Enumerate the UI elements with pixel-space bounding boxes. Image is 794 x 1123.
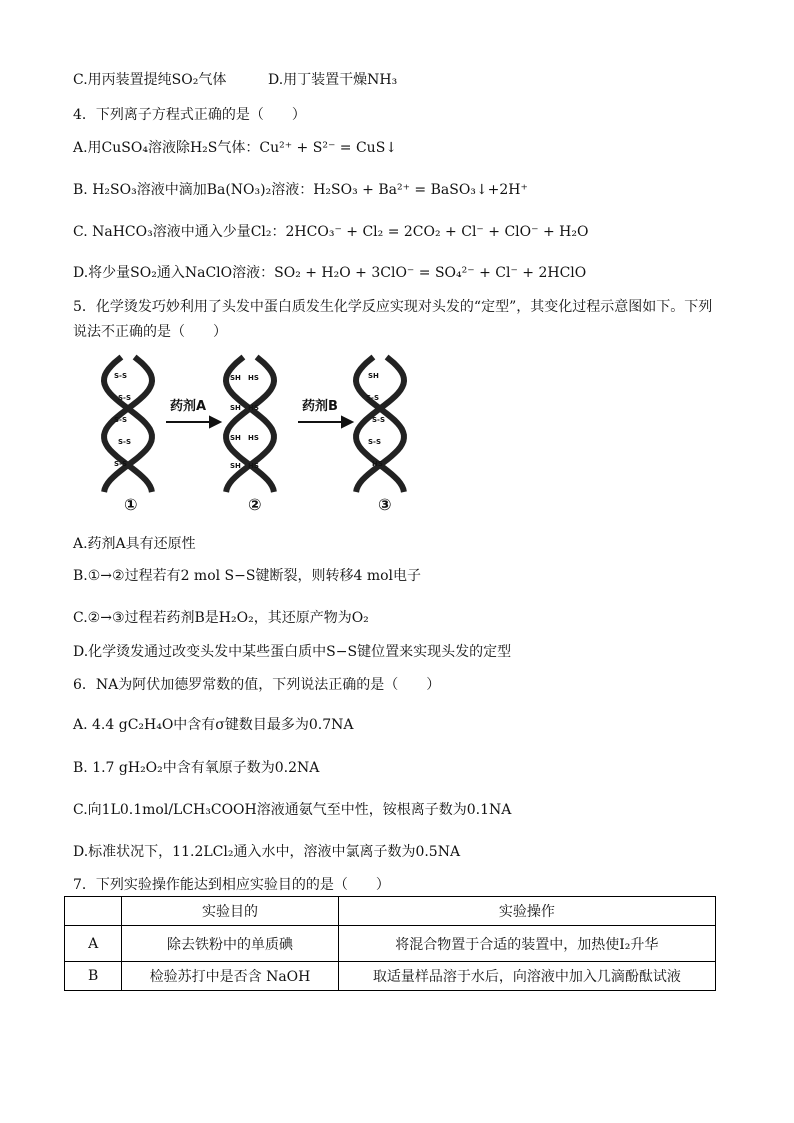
q5-option-d: D.化学烫发通过改变头发中某些蛋白质中S−S键位置来实现头发的定型 xyxy=(73,644,512,660)
bond-label: S-S xyxy=(368,438,381,446)
q3-option-c: C.用丙装置提纯SO₂气体 xyxy=(73,72,227,88)
bond-label: S-S xyxy=(114,372,127,380)
q5-stem-line1: 5．化学烫发巧妙利用了头发中蛋白质发生化学反应实现对头发的“定型”，其变化过程示意图如下。下列 xyxy=(73,299,713,315)
table-cell: 除去铁粉中的单质碘 xyxy=(122,926,338,962)
stage-3-label: ③ xyxy=(378,495,392,514)
q5-option-a: A.药剂A具有还原性 xyxy=(73,536,196,552)
table-row xyxy=(65,926,716,962)
arrow-b-head xyxy=(342,417,352,427)
reagent-b-label: 药剂B xyxy=(302,399,338,414)
arrow-a-head xyxy=(210,417,220,427)
q4-stem: 4．下列离子方程式正确的是（ ） xyxy=(73,107,306,123)
bond-label: S-S xyxy=(118,394,131,402)
q4-option-a: A.用CuSO₄溶液除H₂S气体：Cu²⁺ + S²⁻ = CuS↓ xyxy=(73,140,398,156)
bond-label: HS xyxy=(372,460,383,468)
bond-label: S-S xyxy=(114,416,127,424)
q6-option-a: A. 4.4 gC₂H₄O中含有σ键数目最多为0.7NA xyxy=(73,717,354,733)
bond-label: S-S xyxy=(366,394,379,402)
bond-label: SH xyxy=(230,374,241,382)
bond-label: SH xyxy=(230,404,241,412)
table-header-row xyxy=(65,897,716,926)
q3-option-d: D.用丁装置干燥NH₃ xyxy=(268,72,398,88)
bond-label: HS xyxy=(248,374,259,382)
table-cell: B xyxy=(65,962,122,991)
q6-option-b: B. 1.7 gH₂O₂中含有氧原子数为0.2NA xyxy=(73,760,320,776)
q7-stem: 7．下列实验操作能达到相应实验目的的是（ ） xyxy=(73,877,390,893)
bond-label: HS xyxy=(248,404,259,412)
table-cell: 取适量样品溶于水后，向溶液中加入几滴酚酞试液 xyxy=(338,962,715,991)
bond-label: S-S xyxy=(114,460,127,468)
q5-option-c: C.②→③过程若药剂B是H₂O₂，其还原产物为O₂ xyxy=(73,610,369,626)
table-header: 实验目的 xyxy=(122,897,338,926)
table-cell: A xyxy=(65,926,122,962)
table-header xyxy=(65,897,122,926)
hair-perm-diagram xyxy=(80,352,480,524)
q6-stem: 6．NA为阿伏加德罗常数的值，下列说法正确的是（ ） xyxy=(73,677,441,693)
stage-2-label: ② xyxy=(248,495,262,514)
q5-stem-line2: 说法不正确的是（ ） xyxy=(73,324,227,340)
table-row xyxy=(65,962,716,991)
q4-option-b: B. H₂SO₃溶液中滴加Ba(NO₃)₂溶液：H₂SO₃ + Ba²⁺ = BaSO₃↓+2H⁺ xyxy=(73,182,528,198)
q6-option-c: C.向1L0.1mol/LCH₃COOH溶液通氨气至中性，铵根离子数为0.1NA xyxy=(73,802,512,818)
bond-label: SH xyxy=(368,372,379,380)
reagent-a-label: 药剂A xyxy=(170,399,207,414)
table-cell: 将混合物置于合适的装置中，加热使I₂升华 xyxy=(338,926,715,962)
stage-1-label: ① xyxy=(124,495,138,514)
bond-label: HS xyxy=(248,434,259,442)
q5-option-b: B.①→②过程若有2 mol S−S键断裂，则转移4 mol电子 xyxy=(73,568,422,584)
q7-table xyxy=(64,896,716,991)
bond-label: SH xyxy=(230,434,241,442)
bond-label: S-S xyxy=(118,438,131,446)
q6-option-d: D.标准状况下，11.2LCl₂通入水中，溶液中氯离子数为0.5NA xyxy=(73,844,461,860)
q4-option-d: D.将少量SO₂通入NaClO溶液：SO₂ + H₂O + 3ClO⁻ = SO₄²⁻ + Cl⁻ + 2HClO xyxy=(73,265,587,281)
table-header: 实验操作 xyxy=(338,897,715,926)
bond-label: S-S xyxy=(372,416,385,424)
table-cell: 检验苏打中是否含 NaOH xyxy=(122,962,338,991)
bond-label: HS xyxy=(248,462,259,470)
bond-label: SH xyxy=(230,462,241,470)
q4-option-c: C. NaHCO₃溶液中通入少量Cl₂：2HCO₃⁻ + Cl₂ = 2CO₂ + Cl⁻ + ClO⁻ + H₂O xyxy=(73,224,589,240)
